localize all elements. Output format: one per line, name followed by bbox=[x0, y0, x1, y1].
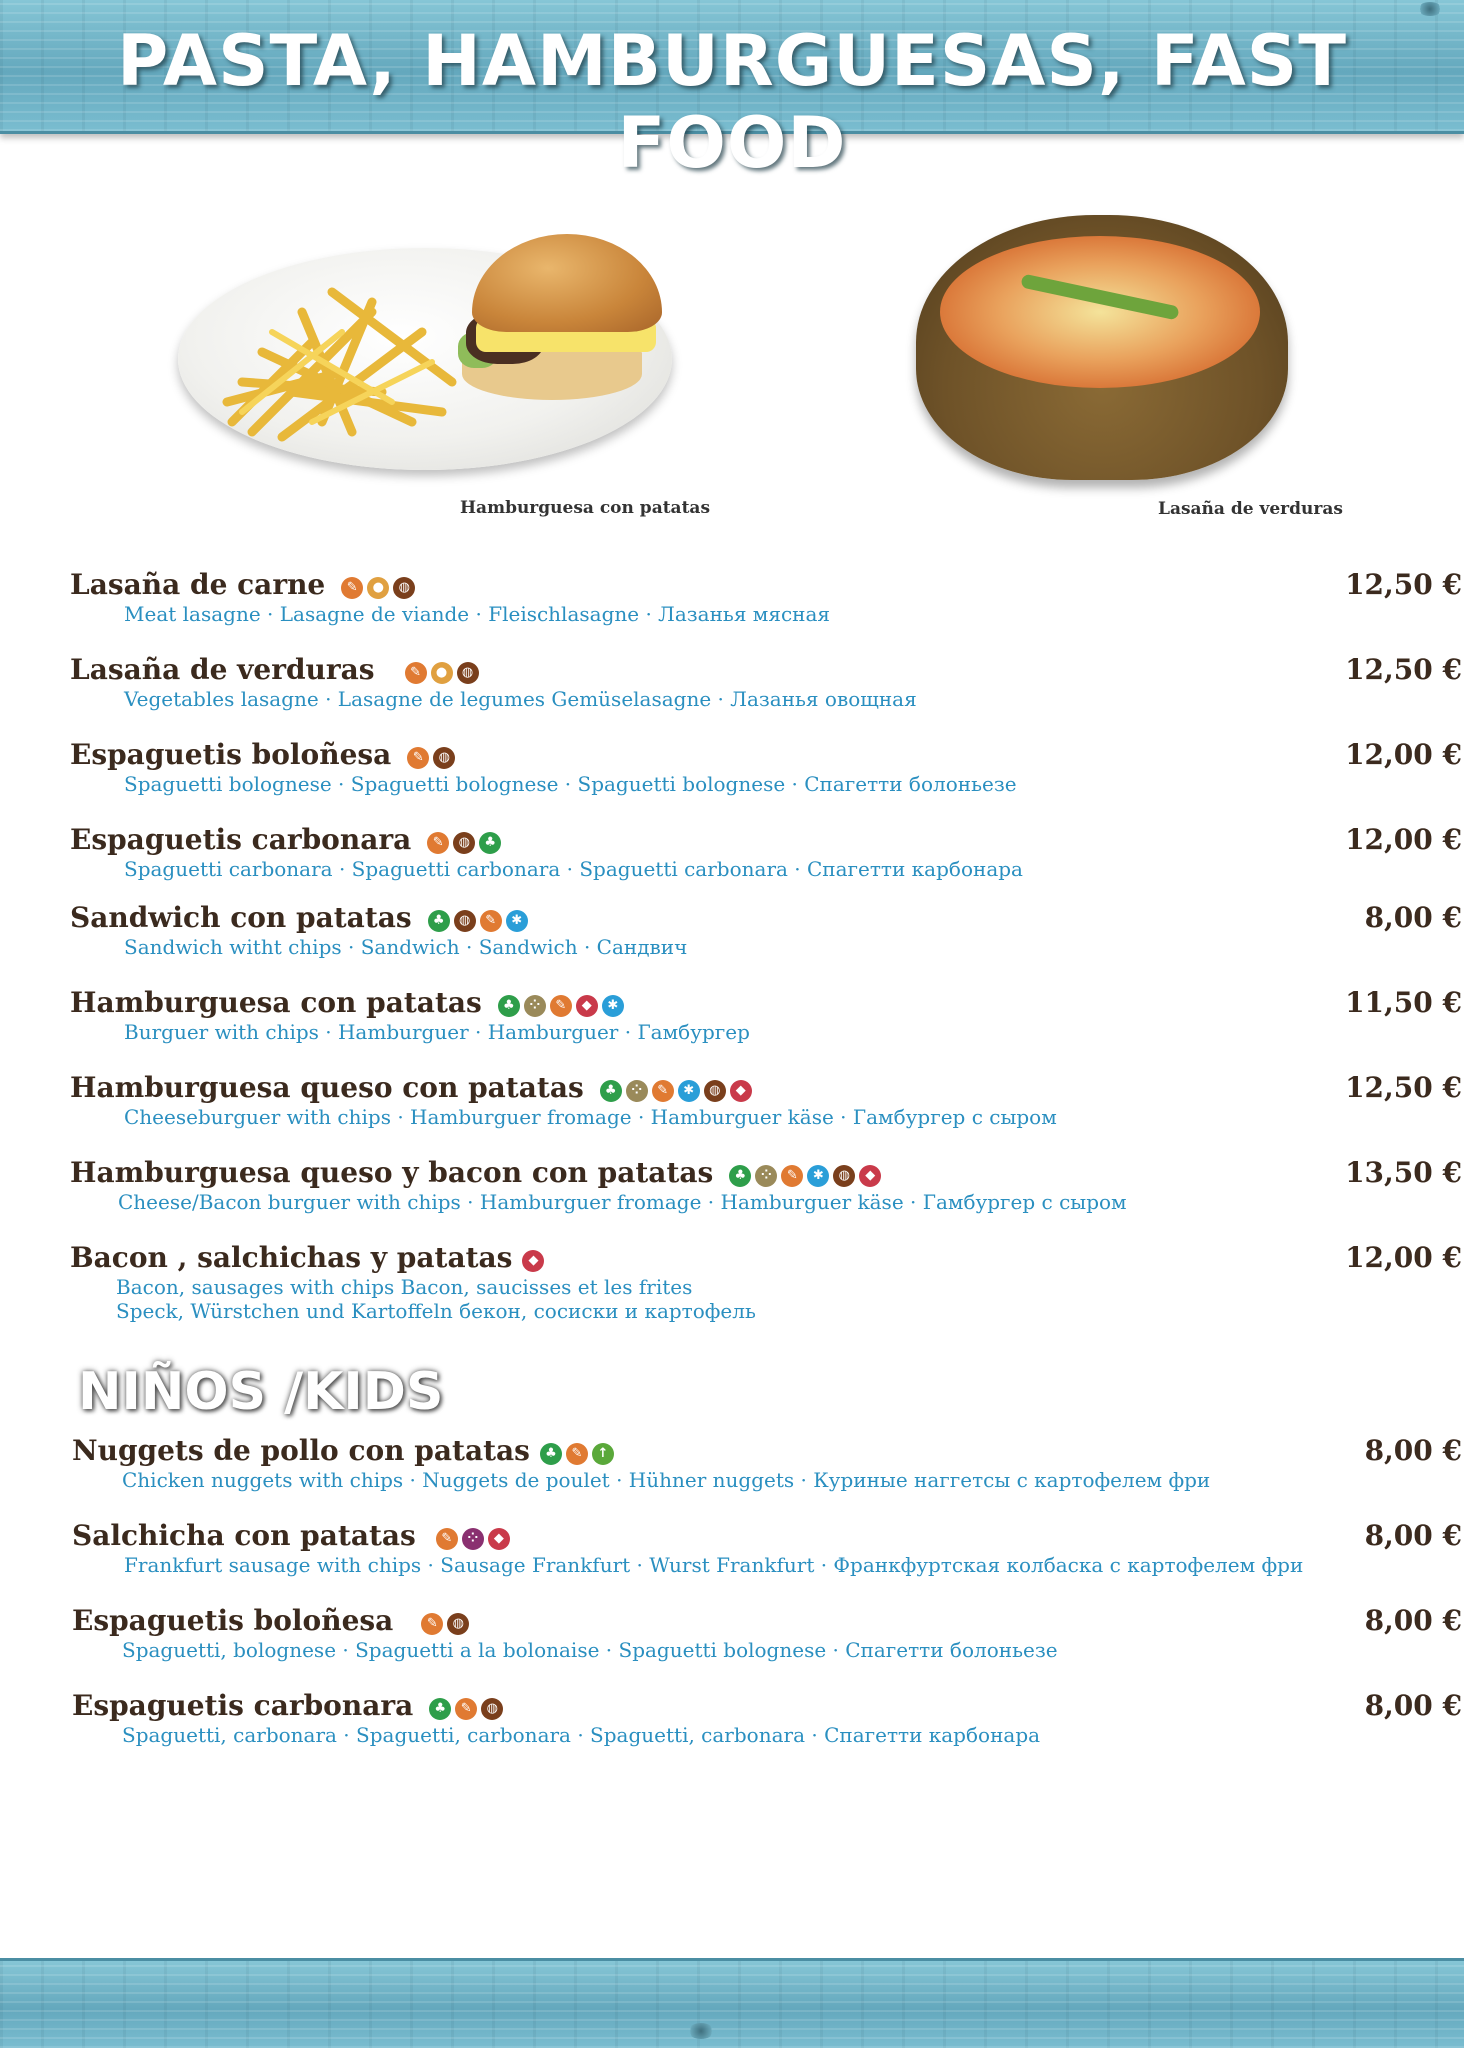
menu-item bbox=[0, 1689, 1464, 1759]
allergen-icons bbox=[600, 1080, 752, 1102]
burger-photo-caption: Hamburguesa con patatas bbox=[460, 498, 711, 518]
gluten-icon: ✎ bbox=[550, 995, 572, 1017]
celery-icon: ♣ bbox=[600, 1080, 622, 1102]
dish-name: Lasaña de carne ✎ ● ◍ bbox=[70, 568, 415, 601]
sulphite-icon: ◆ bbox=[522, 1250, 544, 1272]
allergen-icons bbox=[729, 1165, 881, 1187]
allergen-icons bbox=[405, 662, 479, 684]
dish-price: 11,50 € bbox=[1345, 986, 1462, 1019]
dish-description: Spaguetti bolognese · Spaguetti bolognese · Spaguetti bolognese · Спагетти болоньезе bbox=[124, 772, 1017, 796]
egg-icon: ● bbox=[367, 577, 389, 599]
dish-name: Espaguetis boloñesa ✎ ◍ bbox=[72, 1604, 469, 1637]
dish-price: 12,00 € bbox=[1345, 823, 1462, 856]
soy-icon: ⁘ bbox=[462, 1528, 484, 1550]
crustacean-icon: ✱ bbox=[506, 910, 528, 932]
milk-icon: ◍ bbox=[457, 662, 479, 684]
crustacean-icon: ✱ bbox=[807, 1165, 829, 1187]
dish-name: Nuggets de pollo con patatas ♣ ✎ ↑ bbox=[72, 1434, 614, 1467]
dish-description: Chicken nuggets with chips · Nuggets de poulet · Hühner nuggets · Куриные наггетсы с картофелем фри bbox=[122, 1468, 1211, 1492]
kids-section-title: NIÑOS /KIDS bbox=[78, 1362, 444, 1422]
dish-description: Cheeseburguer with chips · Hamburguer fromage · Hamburguer käse · Гамбургер с сыром bbox=[124, 1105, 1057, 1129]
dish-name: Espaguetis carbonara ♣ ✎ ◍ bbox=[72, 1689, 503, 1722]
dish-price: 8,00 € bbox=[1364, 1434, 1462, 1467]
footer-banner bbox=[0, 1958, 1464, 2048]
gluten-icon: ✎ bbox=[455, 1698, 477, 1720]
menu-item bbox=[0, 1434, 1464, 1504]
dish-name: Bacon , salchichas y patatas ◆ bbox=[70, 1241, 544, 1274]
gluten-icon: ✎ bbox=[407, 747, 429, 769]
milk-icon: ◍ bbox=[393, 577, 415, 599]
mustard-icon: ⁘ bbox=[755, 1165, 777, 1187]
gluten-icon: ✎ bbox=[436, 1528, 458, 1550]
allergen-icons bbox=[428, 910, 528, 932]
dish-name: Hamburguesa queso con patatas ♣ ⁘ ✎ ✱ ◍ ◆ bbox=[70, 1071, 752, 1104]
celery-icon: ♣ bbox=[428, 910, 450, 932]
dish-description: Spaguetti carbonara · Spaguetti carbonara · Spaguetti carbonara · Спагетти карбонара bbox=[124, 857, 1023, 881]
menu-item bbox=[0, 738, 1464, 808]
allergen-icons bbox=[498, 995, 624, 1017]
sulphite-icon: ◆ bbox=[859, 1165, 881, 1187]
allergen-icons bbox=[421, 1613, 469, 1635]
dish-price: 12,00 € bbox=[1345, 738, 1462, 771]
menu-item bbox=[0, 1241, 1464, 1337]
dish-description: Frankfurt sausage with chips · Sausage Frankfurt · Wurst Frankfurt · Франкфуртская колбаска с картофелем фри bbox=[124, 1553, 1304, 1577]
allergen-icons bbox=[341, 577, 415, 599]
peanut-icon: ↑ bbox=[592, 1443, 614, 1465]
gluten-icon: ✎ bbox=[341, 577, 363, 599]
allergen-icons bbox=[429, 1698, 503, 1720]
menu-item bbox=[0, 1071, 1464, 1141]
fries-shape bbox=[222, 272, 468, 442]
crustacean-icon: ✱ bbox=[602, 995, 624, 1017]
celery-icon: ♣ bbox=[498, 995, 520, 1017]
lasagne-fill-shape bbox=[940, 236, 1260, 388]
celery-icon: ♣ bbox=[540, 1443, 562, 1465]
menu-item bbox=[0, 823, 1464, 893]
dish-name: Salchicha con patatas ✎ ⁘ ◆ bbox=[72, 1519, 510, 1552]
milk-icon: ◍ bbox=[833, 1165, 855, 1187]
menu-item bbox=[0, 1519, 1464, 1589]
gluten-icon: ✎ bbox=[421, 1613, 443, 1635]
gluten-icon: ✎ bbox=[427, 832, 449, 854]
menu-item bbox=[0, 1604, 1464, 1674]
crustacean-icon: ✱ bbox=[678, 1080, 700, 1102]
menu-item bbox=[0, 901, 1464, 971]
celery-icon: ♣ bbox=[479, 832, 501, 854]
lasagne-photo-caption: Lasaña de verduras bbox=[1158, 499, 1343, 519]
dish-description: Sandwich witht chips · Sandwich · Sandwich · Сандвич bbox=[124, 935, 688, 959]
dish-description-secondary: Speck, Würstchen und Kartoffeln бекон, сосиски и картофель bbox=[116, 1299, 756, 1323]
dish-price: 12,50 € bbox=[1345, 568, 1462, 601]
wood-knot-decoration bbox=[1418, 2, 1442, 16]
dish-price: 12,50 € bbox=[1345, 653, 1462, 686]
sulphite-icon: ◆ bbox=[488, 1528, 510, 1550]
mustard-icon: ⁘ bbox=[524, 995, 546, 1017]
wood-knot-decoration bbox=[688, 2023, 714, 2039]
gluten-icon: ✎ bbox=[566, 1443, 588, 1465]
celery-icon: ♣ bbox=[729, 1165, 751, 1187]
dish-description: Burguer with chips · Hamburguer · Hamburguer · Гамбургер bbox=[124, 1020, 750, 1044]
dish-description: Meat lasagne · Lasagne de viande · Fleischlasagne · Лазанья мясная bbox=[124, 602, 831, 626]
gluten-icon: ✎ bbox=[480, 910, 502, 932]
milk-icon: ◍ bbox=[454, 910, 476, 932]
dish-price: 12,50 € bbox=[1345, 1071, 1462, 1104]
menu-item bbox=[0, 653, 1464, 723]
dish-name: Lasaña de verduras ✎ ● ◍ bbox=[70, 653, 479, 686]
dish-price: 8,00 € bbox=[1364, 1689, 1462, 1722]
milk-icon: ◍ bbox=[481, 1698, 503, 1720]
menu-item bbox=[0, 568, 1464, 638]
dish-name: Hamburguesa queso y bacon con patatas ♣ ⁘ ✎ ✱ ◍ ◆ bbox=[70, 1156, 881, 1189]
dish-name: Espaguetis carbonara ✎ ◍ ♣ bbox=[70, 823, 501, 856]
dish-price: 12,00 € bbox=[1345, 1241, 1462, 1274]
gluten-icon: ✎ bbox=[405, 662, 427, 684]
menu-item bbox=[0, 1156, 1464, 1226]
dish-description: Vegetables lasagne · Lasagne de legumes Gemüselasagne · Лазанья овощная bbox=[124, 687, 917, 711]
dish-description: Spaguetti, bolognese · Spaguetti a la bolonaise · Spaguetti bolognese · Спагетти болоньезе bbox=[122, 1638, 1058, 1662]
allergen-icons bbox=[540, 1443, 614, 1465]
dish-name: Hamburguesa con patatas ♣ ⁘ ✎ ◆ ✱ bbox=[70, 986, 624, 1019]
header-banner bbox=[0, 0, 1464, 184]
dish-description: Cheese/Bacon burguer with chips · Hamburguer fromage · Hamburguer käse · Гамбургер с сыром bbox=[118, 1190, 1127, 1214]
milk-icon: ◍ bbox=[447, 1613, 469, 1635]
bun-top-shape bbox=[472, 234, 662, 332]
gluten-icon: ✎ bbox=[652, 1080, 674, 1102]
allergen-icons bbox=[407, 747, 455, 769]
celery-icon: ♣ bbox=[429, 1698, 451, 1720]
allergen-icons bbox=[427, 832, 501, 854]
milk-icon: ◍ bbox=[453, 832, 475, 854]
dish-price: 8,00 € bbox=[1364, 901, 1462, 934]
sulphite-icon: ◆ bbox=[576, 995, 598, 1017]
dish-name: Sandwich con patatas ♣ ◍ ✎ ✱ bbox=[70, 901, 528, 934]
mustard-icon: ⁘ bbox=[626, 1080, 648, 1102]
sulphite-icon: ◆ bbox=[730, 1080, 752, 1102]
page-title: PASTA, HAMBURGUESAS, FAST FOOD bbox=[117, 20, 1347, 184]
gluten-icon: ✎ bbox=[781, 1165, 803, 1187]
egg-icon: ● bbox=[431, 662, 453, 684]
dish-price: 8,00 € bbox=[1364, 1604, 1462, 1637]
dish-name: Espaguetis boloñesa ✎ ◍ bbox=[70, 738, 455, 771]
allergen-icons bbox=[522, 1250, 544, 1272]
dish-price: 13,50 € bbox=[1345, 1156, 1462, 1189]
dish-price: 8,00 € bbox=[1364, 1519, 1462, 1552]
dish-description: Spaguetti, carbonara · Spaguetti, carbonara · Spaguetti, carbonara · Спагетти карбонара bbox=[122, 1723, 1041, 1747]
allergen-icons bbox=[436, 1528, 510, 1550]
menu-item bbox=[0, 986, 1464, 1056]
milk-icon: ◍ bbox=[704, 1080, 726, 1102]
milk-icon: ◍ bbox=[433, 747, 455, 769]
dish-description: Bacon, sausages with chips Bacon, saucisses et les frites bbox=[116, 1275, 693, 1299]
